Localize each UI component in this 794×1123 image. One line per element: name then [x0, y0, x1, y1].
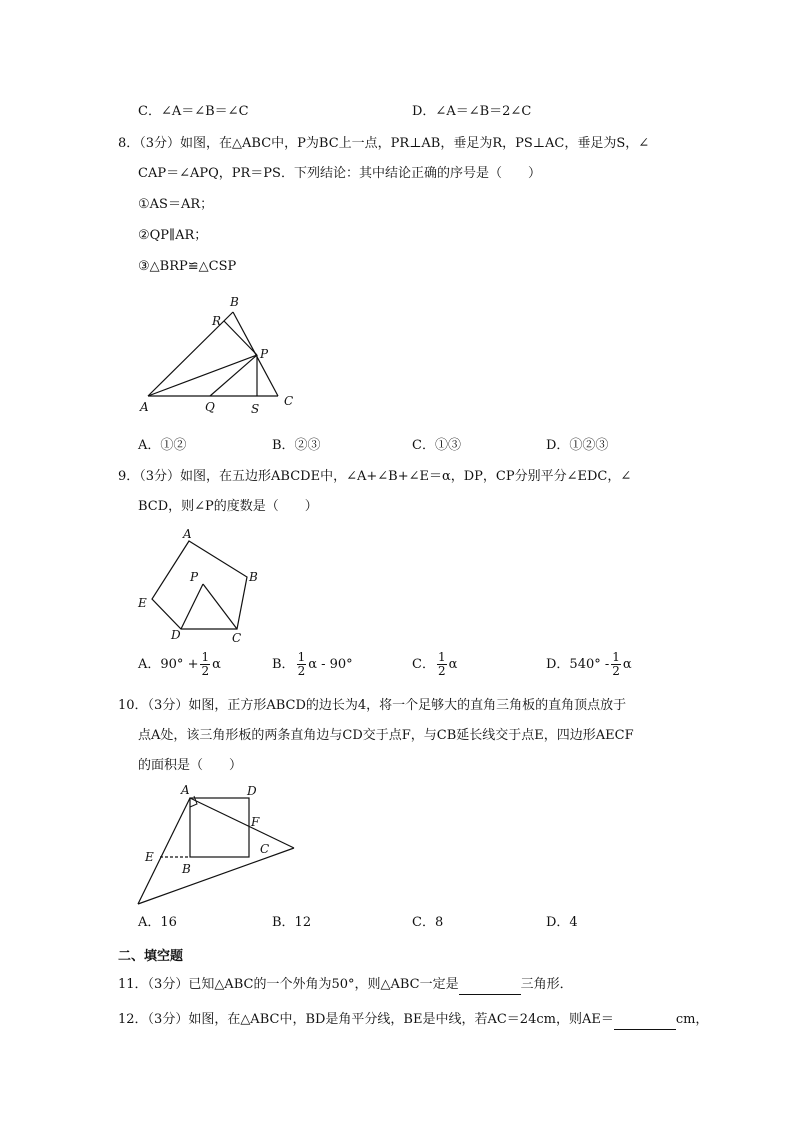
q10-stem-line1: 10．（3分）如图，正方形ABCD的边长为4，将一个足够大的直角三角板的直角顶点放于: [118, 698, 627, 713]
q9-stem-line1: 9．（3分）如图，在五边形ABCDE中，∠A+∠B+∠E＝α，DP，CP分别平分∠EDC，∠: [118, 469, 632, 484]
fraction-numerator: 1: [201, 650, 210, 664]
q8-segment-qp: [210, 355, 257, 396]
q10-label-a: A: [181, 783, 190, 797]
fraction-numerator: 1: [612, 650, 620, 664]
q7-option-d: D．∠A＝∠B＝2∠C: [412, 104, 532, 119]
q9-segment-dp: [181, 584, 203, 629]
q8-label-c: C: [284, 394, 294, 408]
q9-label-b: B: [249, 570, 258, 584]
q11-stem: [118, 976, 573, 995]
q9-label-p: P: [190, 570, 199, 584]
q9-option-b-prefix: B．: [272, 657, 295, 672]
q8-option-d: D．①②③: [546, 438, 609, 453]
q9-option-c-suffix: α: [448, 657, 458, 672]
q9-label-d: D: [171, 628, 181, 642]
q10-option-b: B．12: [272, 915, 312, 930]
q10-figure: [130, 780, 310, 910]
q10-square-abcd: [190, 798, 249, 857]
q10-stem-line2: 点A处，该三角形板的两条直角边与CD交于点F，与CB延长线交于点E，四边形AECF: [138, 728, 634, 743]
q9-pentagon: [152, 541, 247, 629]
q9-option-c-prefix: C．: [412, 657, 435, 672]
q8-option-a: A．①②: [138, 438, 187, 453]
q8-label-a: A: [140, 400, 149, 414]
q10-option-c: C．8: [412, 915, 444, 930]
fraction-numerator: 1: [297, 650, 306, 664]
q8-label-q: Q: [205, 400, 215, 414]
q8-statement-1: ①AS＝AR；: [138, 197, 214, 212]
q8-option-b: B．②③: [272, 438, 321, 453]
q10-segment-af-extended: [190, 798, 294, 848]
q10-label-f: F: [251, 815, 260, 829]
q10-option-d: D．4: [546, 915, 578, 930]
q9-label-e: E: [138, 596, 147, 610]
q9-option-b-fraction: [297, 651, 307, 678]
q9-figure: [130, 525, 270, 645]
q10-label-b: B: [182, 862, 191, 876]
q12-stem: [118, 1011, 708, 1030]
q8-statement-3: ③△BRP≌△CSP: [138, 259, 237, 274]
q12-stem-text: 12．（3分）如图，在△ABC中，BD是角平分线，BE是中线，若AC＝24cm，则AE＝: [118, 1012, 614, 1027]
fraction-denominator: 2: [437, 664, 446, 678]
q10-option-a: A．16: [138, 915, 177, 930]
q8-segment-ap: [148, 355, 257, 396]
q9-label-a: A: [183, 527, 192, 541]
q9-option-c-fraction: [437, 651, 447, 678]
q8-option-c: C．①③: [412, 438, 461, 453]
section-heading-fill-blank: 二、填空题: [118, 949, 184, 964]
q9-option-d-prefix: D．540° -: [546, 657, 610, 672]
q8-label-b: B: [230, 295, 239, 309]
q9-option-a-fraction: [200, 651, 210, 678]
q8-label-r: R: [212, 314, 222, 328]
fraction-denominator: 2: [612, 664, 620, 678]
q9-option-b: [272, 650, 353, 680]
q8-label-s: S: [251, 402, 260, 415]
q10-stem-line3: 的面积是（ ）: [138, 758, 243, 773]
q8-figure: [130, 290, 310, 415]
q9-option-c: [412, 650, 457, 680]
q11-stem-end: 三角形．: [520, 977, 573, 992]
q9-option-d-suffix: α: [622, 657, 632, 672]
q7-option-c: C．∠A＝∠B＝∠C: [138, 104, 249, 119]
q10-label-d: D: [247, 784, 257, 798]
fraction-numerator: 1: [437, 650, 446, 664]
q8-label-p: P: [260, 347, 269, 361]
q9-option-d: [546, 650, 632, 680]
q8-stem-line2: CAP＝∠APQ，PR＝PS．下列结论：其中结论正确的序号是（ ）: [138, 166, 541, 181]
q8-statement-2: ②QP∥AR；: [138, 228, 208, 243]
q9-label-c: C: [232, 631, 242, 645]
q9-option-b-suffix: α - 90°: [308, 657, 353, 672]
q11-stem-text: 11．（3分）已知△ABC的一个外角为50°，则△ABC一定是: [118, 977, 459, 992]
q9-stem-line2: BCD，则∠P的度数是（ ）: [138, 499, 318, 514]
q9-option-a-suffix: α: [212, 657, 221, 672]
q10-label-c: C: [260, 842, 270, 856]
fraction-denominator: 2: [201, 664, 210, 678]
q9-option-a: [138, 650, 221, 680]
q8-stem-line1: 8．（3分）如图，在△ABC中，P为BC上一点，PR⊥AB，垂足为R，PS⊥AC，垂足为S，∠: [118, 136, 650, 151]
q12-stem-end: cm，: [675, 1012, 709, 1027]
q11-answer-blank[interactable]: [459, 976, 521, 995]
q12-answer-blank[interactable]: [614, 1011, 676, 1030]
fraction-denominator: 2: [297, 664, 306, 678]
q9-segment-cp: [203, 584, 237, 629]
q9-option-a-prefix: A．90° +: [138, 657, 199, 672]
q9-option-d-fraction: [611, 651, 621, 678]
q10-label-e: E: [145, 850, 154, 864]
